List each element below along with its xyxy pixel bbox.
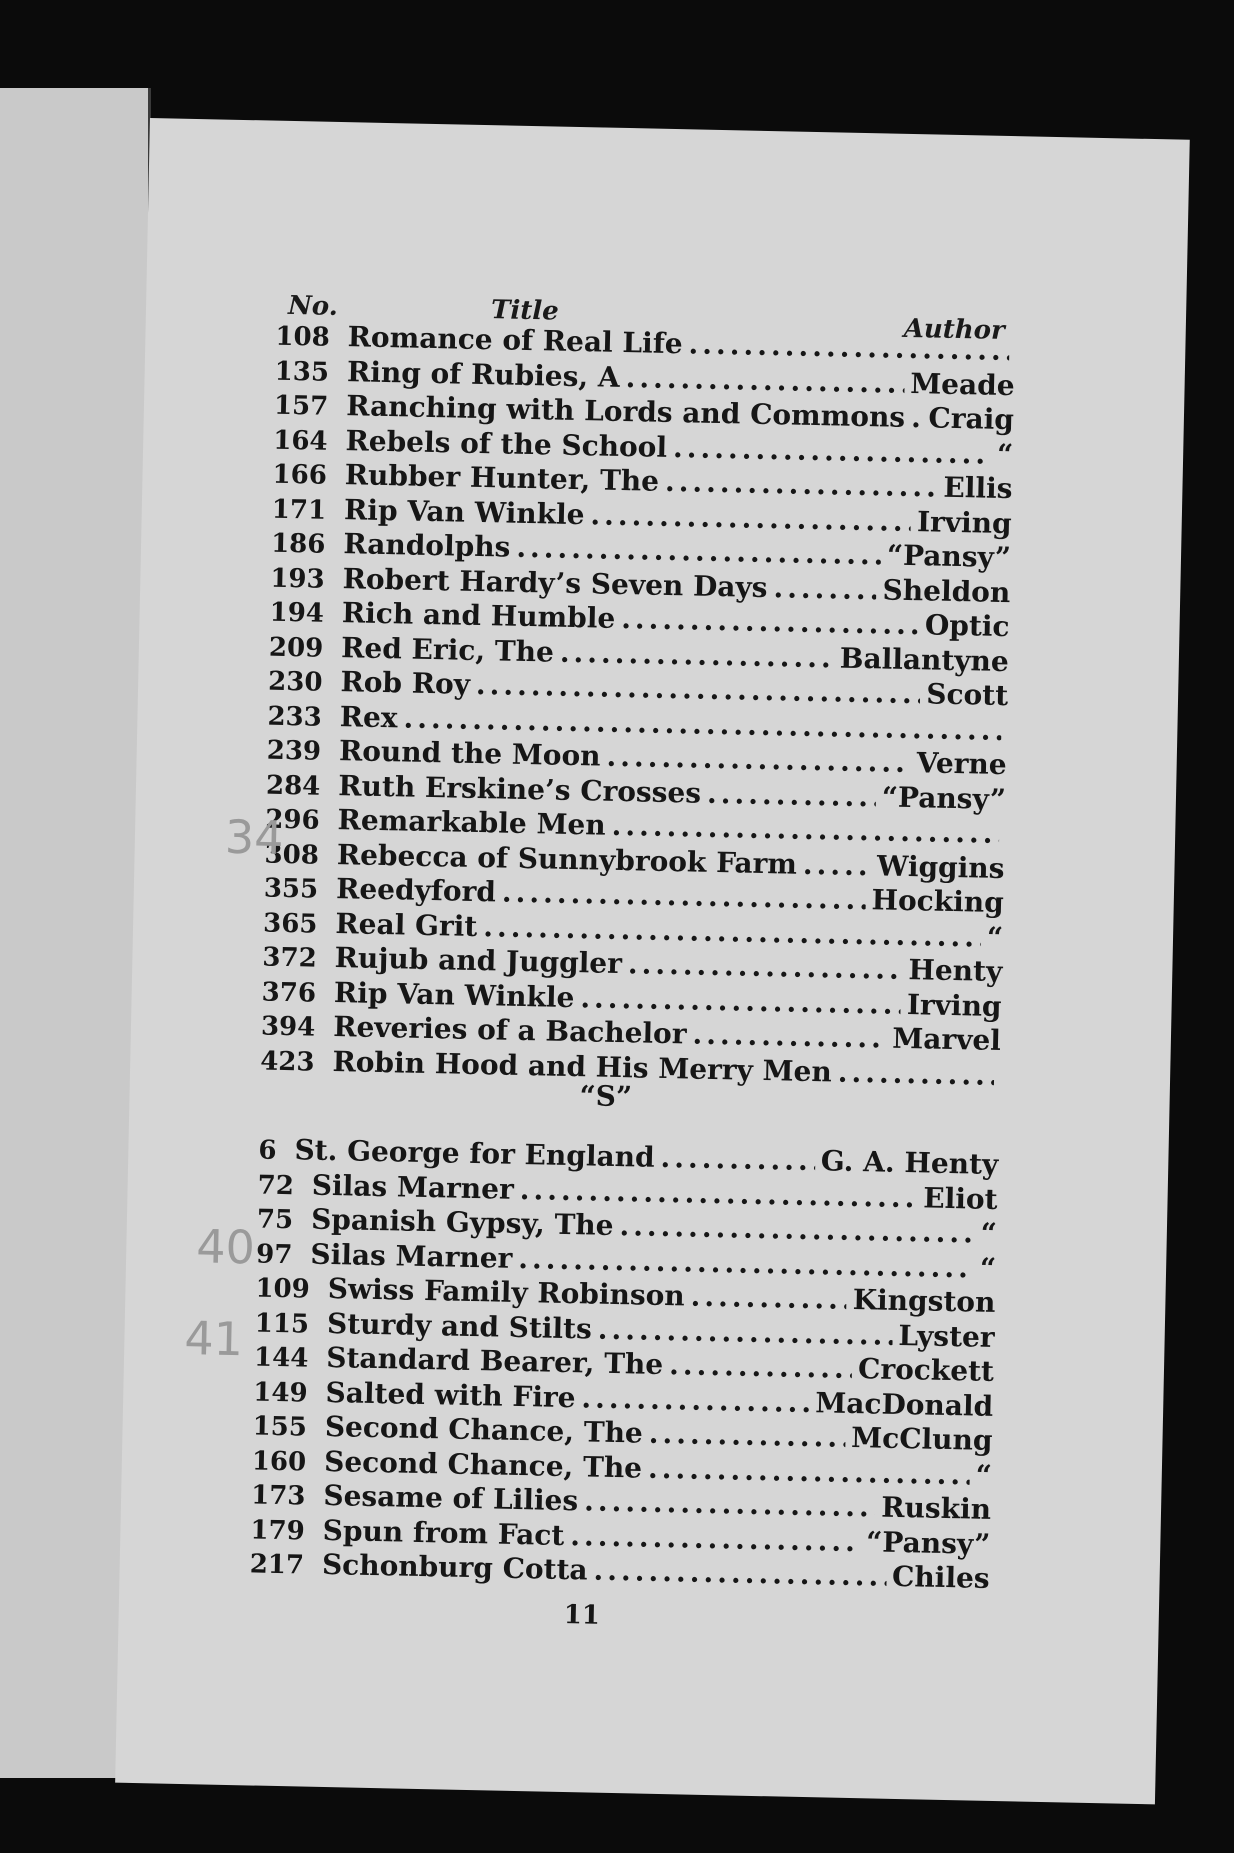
item-author: “	[980, 1216, 998, 1250]
section-s-list	[249, 1133, 998, 1597]
item-number: 284	[265, 770, 321, 802]
leader-dots	[621, 602, 919, 641]
item-title: Rex	[339, 699, 398, 734]
item-author: Kingston	[852, 1282, 996, 1319]
item-title: St. George for England	[294, 1133, 655, 1174]
item-title: Sturdy and Stilts	[326, 1306, 593, 1346]
leader-dots	[837, 1055, 994, 1091]
leader-dots	[560, 635, 835, 674]
item-number: 97	[255, 1238, 293, 1270]
leader-dots	[593, 1554, 886, 1593]
item-author: Marvel	[891, 1021, 1002, 1058]
item-number: 296	[265, 804, 320, 836]
item-title: Rip Van Winkle	[343, 492, 585, 531]
leader-dots	[606, 740, 911, 779]
leader-dots	[628, 947, 903, 986]
item-number: 135	[274, 356, 330, 388]
item-author: Henty	[908, 953, 1003, 989]
item-title: Ruth Erskine’s Crosses	[338, 768, 702, 810]
item-number: 194	[269, 597, 325, 629]
margin-note-3: 41	[183, 1310, 244, 1367]
item-author: Ruskin	[880, 1490, 992, 1526]
item-title: Rebecca of Sunnybrook Farm	[336, 837, 798, 881]
leader-dots	[580, 981, 901, 1021]
item-author: Hocking	[871, 883, 1005, 920]
item-author: “	[979, 1251, 997, 1285]
leader-dots	[516, 531, 881, 572]
item-title: Romance of Real Life	[347, 320, 683, 361]
item-title: Rob Roy	[340, 665, 471, 701]
item-title: Rujub and Juggler	[334, 941, 623, 981]
catalog-page	[115, 118, 1190, 1804]
item-author: Verne	[916, 746, 1007, 782]
page-number: 11	[563, 1599, 601, 1631]
item-author: Eliot	[922, 1180, 998, 1216]
leader-dots	[707, 776, 876, 813]
item-author: “	[996, 437, 1014, 471]
item-author: McClung	[850, 1420, 993, 1457]
leader-dots	[688, 327, 1009, 367]
item-author: Irving	[906, 987, 1002, 1023]
leader-dots	[803, 847, 872, 881]
item-title: Swiss Family Robinson	[327, 1271, 686, 1313]
leader-dots	[584, 1484, 876, 1523]
item-number: 179	[250, 1514, 306, 1547]
header-author: Author	[903, 313, 1006, 346]
item-title: Standard Bearer, The	[326, 1340, 664, 1382]
item-author: “Pansy”	[881, 779, 1007, 816]
item-title: Reveries of a Bachelor	[332, 1010, 687, 1051]
leader-dots	[502, 876, 866, 917]
item-title: Rebels of the School	[345, 423, 668, 464]
item-author: Sheldon	[882, 572, 1011, 609]
leader-dots	[570, 1519, 861, 1558]
item-number: 239	[266, 735, 322, 767]
leader-dots	[619, 1209, 975, 1249]
leader-dots	[597, 1312, 892, 1351]
item-author: Craig	[928, 401, 1015, 437]
item-author: Ellis	[943, 470, 1013, 506]
item-number: 186	[270, 528, 326, 560]
item-title: Ranching with Lords and Commons	[345, 389, 906, 434]
item-number: 164	[272, 425, 328, 457]
item-number: 160	[251, 1445, 307, 1478]
item-number: 144	[253, 1342, 309, 1374]
leader-dots	[625, 361, 904, 400]
item-number: 157	[273, 390, 329, 422]
item-number: 230	[267, 666, 323, 698]
item-number: 372	[262, 942, 318, 974]
item-author: Irving	[916, 504, 1013, 540]
item-title: Schonburg Cotta	[321, 1547, 588, 1587]
item-number: 423	[259, 1046, 315, 1078]
item-number: 115	[254, 1307, 310, 1340]
item-number: 75	[256, 1204, 294, 1236]
item-number: 155	[252, 1411, 308, 1443]
leader-dots	[690, 1280, 847, 1316]
leader-dots	[911, 401, 923, 434]
item-number: 394	[260, 1011, 316, 1043]
item-title: Randolphs	[343, 527, 511, 564]
item-title: Second Chance, The	[323, 1444, 643, 1485]
item-number: 173	[250, 1480, 306, 1512]
item-title: Sesame of Lilies	[323, 1478, 579, 1518]
item-title: Rip Van Winkle	[333, 975, 575, 1014]
item-author: Optic	[924, 608, 1010, 644]
leader-dots	[665, 465, 938, 504]
item-title: Second Chance, The	[324, 1409, 644, 1450]
leader-dots	[673, 431, 992, 471]
item-title: Remarkable Men	[337, 803, 607, 842]
item-author: “Pansy”	[886, 538, 1012, 575]
item-title: Spun from Fact	[322, 1513, 565, 1552]
item-title: Salted with Fire	[325, 1375, 576, 1414]
item-title: Reedyford	[335, 872, 497, 909]
item-title: Silas Marner	[311, 1168, 515, 1206]
item-author: “Pansy”	[865, 1524, 991, 1561]
item-author: Crockett	[857, 1352, 995, 1388]
item-title: Robin Hood and His Merry Men	[332, 1044, 833, 1088]
item-author: Wiggins	[876, 848, 1005, 885]
item-number: 166	[272, 459, 328, 491]
leader-dots	[648, 1417, 845, 1454]
item-title: Rich and Humble	[341, 596, 616, 635]
item-number: 355	[263, 873, 319, 905]
leader-dots	[590, 498, 911, 538]
item-title: Real Grit	[335, 906, 478, 943]
item-title: Ring of Rubies, A	[346, 354, 621, 394]
item-number: 171	[271, 494, 327, 526]
leader-dots	[581, 1381, 810, 1419]
item-number: 376	[261, 977, 317, 1009]
item-number: 108	[275, 321, 331, 353]
section-s-label: “S”	[579, 1079, 633, 1114]
item-author: Lyster	[898, 1318, 996, 1354]
item-number: 233	[267, 701, 323, 733]
item-author: G. A. Henty	[820, 1144, 999, 1181]
leader-dots	[773, 571, 877, 606]
item-title: Rubber Hunter, The	[344, 458, 660, 498]
item-title: Round the Moon	[338, 734, 601, 773]
item-number: 109	[255, 1273, 311, 1305]
item-number: 72	[257, 1169, 295, 1201]
header-no: No.	[287, 290, 339, 322]
leader-dots	[660, 1141, 815, 1177]
item-number: 308	[264, 839, 320, 871]
item-title: Silas Marner	[310, 1237, 513, 1275]
leader-dots	[648, 1451, 970, 1491]
item-number: 209	[268, 632, 324, 664]
margin-note-1: 34	[224, 809, 285, 865]
item-number: 193	[270, 563, 325, 595]
item-author: Meade	[909, 366, 1015, 402]
item-number: 149	[253, 1376, 308, 1409]
item-number: 6	[258, 1135, 277, 1166]
item-author: MacDonald	[815, 1385, 994, 1423]
item-number: 365	[262, 908, 318, 940]
leader-dots	[692, 1018, 886, 1055]
item-author: Ballantyne	[839, 641, 1010, 678]
item-title: Spanish Gypsy, The	[310, 1202, 614, 1242]
leader-dots	[669, 1348, 853, 1385]
item-author: “	[975, 1458, 993, 1492]
section-r-list	[260, 319, 1016, 1093]
item-title: Red Eric, The	[340, 630, 555, 669]
item-title: Robert Hardy’s Seven Days	[342, 561, 768, 604]
header-title: Title	[490, 295, 560, 327]
item-number: 217	[249, 1549, 305, 1581]
margin-note-2: 40	[195, 1219, 256, 1275]
item-author: Chiles	[891, 1559, 990, 1595]
item-author: Scott	[925, 677, 1009, 713]
item-author: “	[986, 920, 1004, 954]
